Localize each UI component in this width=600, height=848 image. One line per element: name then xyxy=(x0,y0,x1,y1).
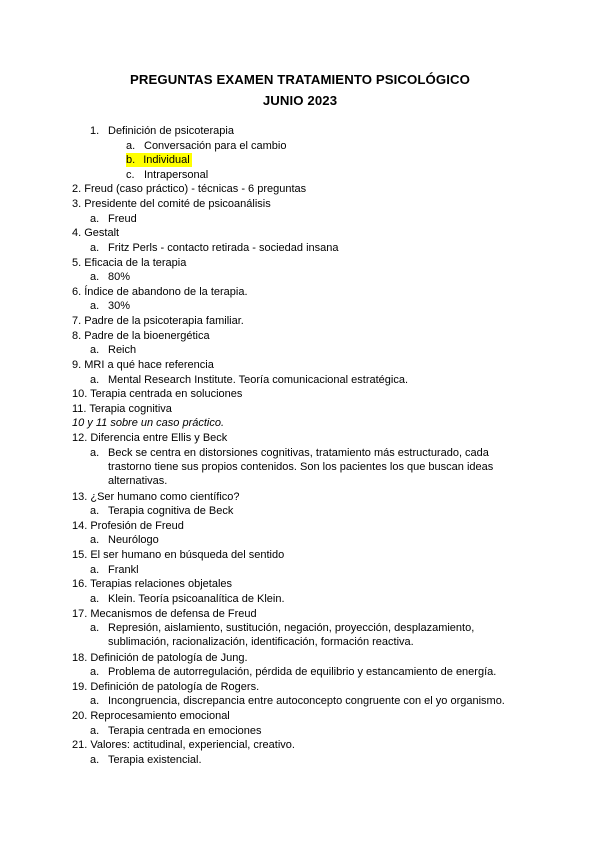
option-b: Individual xyxy=(143,154,190,166)
question-7: 7. Padre de la psicoterapia familiar. xyxy=(72,315,244,327)
note-case-study: 10 y 11 sobre un caso práctico. xyxy=(72,417,225,429)
question-19: 19. Definición de patología de Rogers. xyxy=(72,681,260,693)
answer-5: 80% xyxy=(108,271,131,283)
question-5: 5. Eficacia de la terapia xyxy=(72,257,187,269)
answer-20: Terapia centrada en emociones xyxy=(108,725,262,737)
option-a-marker: a. xyxy=(126,140,136,152)
question-3: 3. Presidente del comité de psicoanálisis xyxy=(72,198,271,210)
question-4: 4. Gestalt xyxy=(72,227,120,239)
answer-17: Represión, aislamiento, sustitución, negación, proyección, desplazamiento, sublimación, racionalización, identificación, formación reactiva. xyxy=(108,622,475,648)
answer-12: Beck se centra en distorsiones cognitivas, tratamiento más estructurado, cada trastorno tiene sus propios contenidos. Son los pacientes los que buscan ideas alternativas. xyxy=(108,447,494,487)
question-14: 14. Profesión de Freud xyxy=(72,520,184,532)
document-title: PREGUNTAS EXAMEN TRATAMIENTO PSICOLÓGICO xyxy=(129,72,471,87)
question-18: 18. Definición de patología de Jung. xyxy=(72,652,248,664)
answer-marker: a. xyxy=(90,271,100,283)
answer-marker: a. xyxy=(90,564,100,576)
option-c-marker: c. xyxy=(126,169,135,181)
answer-8: Reich xyxy=(108,344,137,356)
answer-marker: a. xyxy=(90,534,100,546)
question-1-number: 1. xyxy=(90,125,100,137)
question-15: 15. El ser humano en búsqueda del sentido xyxy=(72,549,285,561)
question-16: 16. Terapias relaciones objetales xyxy=(72,578,233,590)
answer-18: Problema de autorregulación, pérdida de equilibrio y estancamiento de energía. xyxy=(108,666,497,678)
answer-marker: a. xyxy=(90,593,100,605)
answer-16: Klein. Teoría psicoanalítica de Klein. xyxy=(108,593,285,605)
answer-marker: a. xyxy=(90,300,100,312)
option-c: Intrapersonal xyxy=(144,169,209,181)
option-b-marker: b. xyxy=(126,154,136,166)
option-a: Conversación para el cambio xyxy=(144,140,287,152)
answer-marker: a. xyxy=(90,505,100,517)
question-20: 20. Reprocesamiento emocional xyxy=(72,710,230,722)
answer-21: Terapia existencial. xyxy=(108,754,202,766)
answer-9: Mental Research Institute. Teoría comunicacional estratégica. xyxy=(108,374,409,386)
answer-marker: a. xyxy=(90,374,100,386)
answer-6: 30% xyxy=(108,300,131,312)
answer-15: Frankl xyxy=(108,564,139,576)
question-2: 2. Freud (caso práctico) - técnicas - 6 preguntas xyxy=(72,183,307,195)
answer-marker: a. xyxy=(90,666,100,678)
question-1: Definición de psicoterapia xyxy=(108,125,234,137)
answer-marker: a. xyxy=(90,447,100,459)
answer-13: Terapia cognitiva de Beck xyxy=(108,505,234,517)
answer-marker: a. xyxy=(90,344,100,356)
answer-marker: a. xyxy=(90,622,100,634)
answer-19: Incongruencia, discrepancia entre autoconcepto congruente con el yo organismo. xyxy=(108,695,505,707)
question-8: 8. Padre de la bioenergética xyxy=(72,330,210,342)
question-11: 11. Terapia cognitiva xyxy=(72,403,172,415)
question-21: 21. Valores: actitudinal, experiencial, creativo. xyxy=(72,739,295,751)
answer-3: Freud xyxy=(108,213,137,225)
answer-marker: a. xyxy=(90,242,100,254)
document-subtitle: JUNIO 2023 xyxy=(262,93,338,108)
option-b-highlighted xyxy=(126,153,192,167)
answer-4: Fritz Perls - contacto retirada - sociedad insana xyxy=(108,242,339,254)
answer-marker: a. xyxy=(90,725,100,737)
question-9: 9. MRI a qué hace referencia xyxy=(72,359,214,371)
answer-marker: a. xyxy=(90,213,100,225)
answer-marker: a. xyxy=(90,695,100,707)
question-13: 13. ¿Ser humano como científico? xyxy=(72,491,240,503)
question-6: 6. Índice de abandono de la terapia. xyxy=(72,286,248,298)
answer-14: Neurólogo xyxy=(108,534,159,546)
question-10: 10. Terapia centrada en soluciones xyxy=(72,388,243,400)
answer-marker: a. xyxy=(90,754,100,766)
question-12: 12. Diferencia entre Ellis y Beck xyxy=(72,432,228,444)
question-17: 17. Mecanismos de defensa de Freud xyxy=(72,608,257,620)
